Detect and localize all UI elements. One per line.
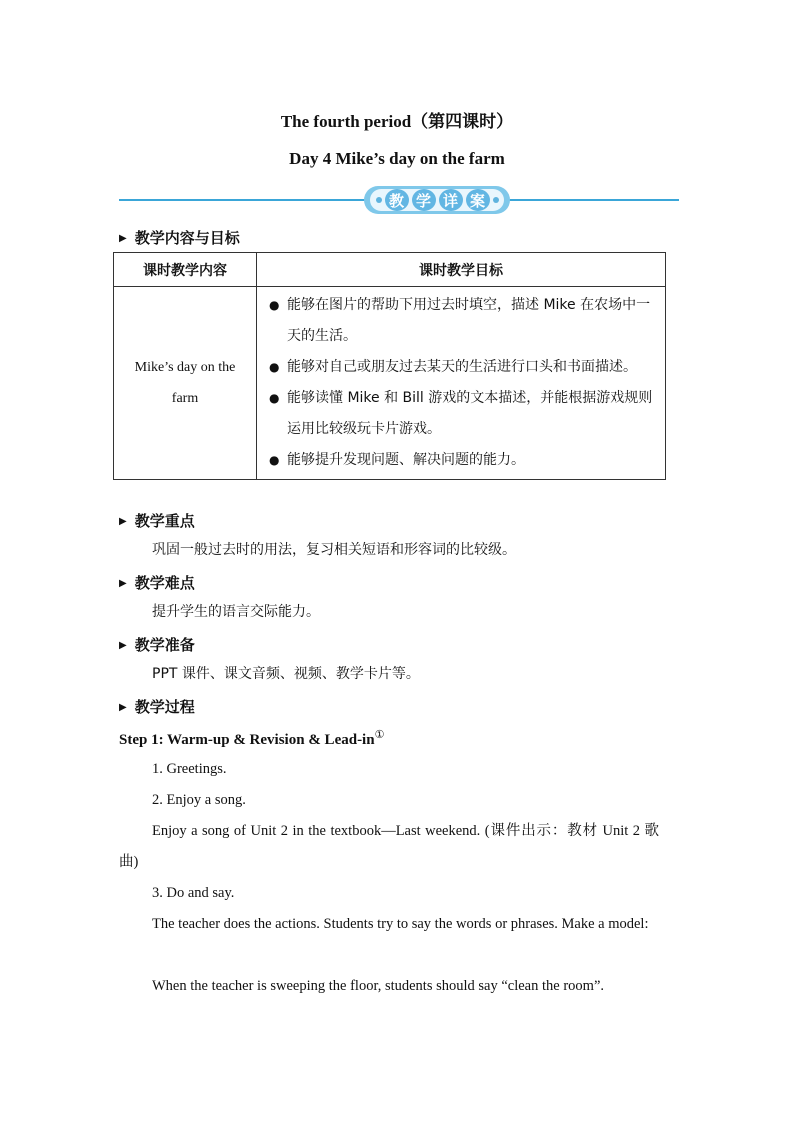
- bullet-icon: ●: [269, 360, 280, 374]
- banner-pill: [364, 186, 510, 214]
- key-point-text: 巩固一般过去时的用法，复习相关短语和形容词的比较级。: [152, 542, 516, 558]
- bullet-icon: ●: [269, 298, 280, 312]
- banner-char: 教: [385, 189, 409, 211]
- lesson-subtitle: Day 4 Mike’s day on the farm: [289, 149, 505, 168]
- example-text: When the teacher is sweeping the floor, students should say “clean the room”.: [152, 978, 604, 994]
- difficulty-text: 提升学生的语言交际能力。: [152, 604, 320, 620]
- table-cell-goals: [257, 287, 666, 480]
- song-description: Enjoy a song of Unit 2 in the textbook—Last weekend. (课件出示：教材 Unit 2 歌曲): [119, 823, 659, 870]
- step-item-song: 2. Enjoy a song.: [152, 792, 246, 808]
- bullet-icon: ●: [269, 453, 280, 467]
- table-row: [114, 287, 666, 480]
- step-title: Step 1: Warm-up & Revision & Lead-in①: [119, 729, 385, 748]
- triangle-bullet-icon: ▶: [119, 702, 127, 713]
- section-banner: [119, 186, 679, 214]
- table-header-content: 课时教学内容: [114, 253, 257, 287]
- goal-item: ● 能够提升发现问题、解决问题的能力。: [265, 445, 659, 476]
- triangle-bullet-icon: ▶: [119, 640, 127, 651]
- dot-icon: [493, 197, 499, 203]
- step-item-do-say: 3. Do and say.: [152, 885, 235, 901]
- footnote-marker: ①: [374, 729, 385, 741]
- triangle-bullet-icon: ▶: [119, 578, 127, 589]
- do-say-description: The teacher does the actions. Students try to say the words or phrases. Make a model:: [152, 916, 649, 932]
- section-heading-process: ▶ 教学过程: [119, 698, 195, 716]
- document-title: The fourth period（第四课时）: [280, 112, 514, 131]
- objectives-table: [113, 252, 666, 480]
- section-heading-contents: ▶ 教学内容与目标: [119, 229, 240, 247]
- dot-icon: [376, 197, 382, 203]
- triangle-bullet-icon: ▶: [119, 233, 127, 244]
- section-heading-difficulty: ▶ 教学难点: [119, 574, 195, 592]
- section-heading-preparation: ▶ 教学准备: [119, 636, 195, 654]
- banner-char: 详: [439, 189, 463, 211]
- goal-item: ● 能够读懂 Mike 和 Bill 游戏的文本描述，并能根据游戏规则运用比较级玩卡片游戏。: [265, 383, 659, 445]
- preparation-text: PPT 课件、课文音频、视频、教学卡片等。: [152, 666, 420, 682]
- table-cell-content: Mike’s day on the farm: [114, 287, 257, 480]
- step-item-greetings: 1. Greetings.: [152, 761, 227, 777]
- goal-item: ● 能够对自己或朋友过去某天的生活进行口头和书面描述。: [265, 352, 659, 383]
- table-header-goals: 课时教学目标: [257, 253, 666, 287]
- triangle-bullet-icon: ▶: [119, 516, 127, 527]
- section-heading-key-point: ▶ 教学重点: [119, 512, 195, 530]
- banner-char: 案: [466, 189, 490, 211]
- bullet-icon: ●: [269, 391, 280, 405]
- banner-char: 学: [412, 189, 436, 211]
- table-header-row: [114, 253, 666, 287]
- goal-item: ● 能够在图片的帮助下用过去时填空，描述 Mike 在农场中一天的生活。: [265, 290, 659, 352]
